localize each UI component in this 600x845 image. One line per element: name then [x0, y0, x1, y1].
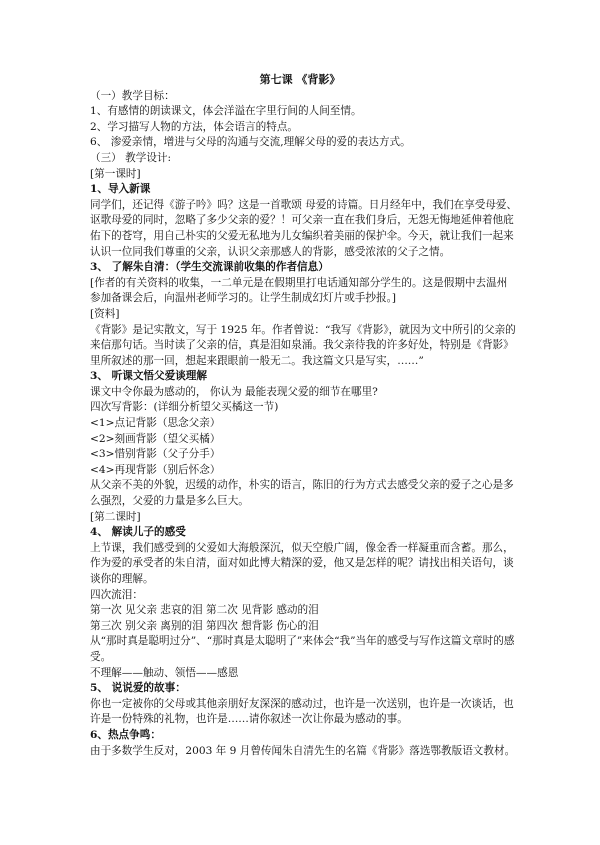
text-line: 3、 了解朱自清：（学生交流课前收集的作者信息）: [90, 261, 329, 274]
text-line: <4>再现背影（别后怀念）: [90, 463, 221, 476]
text-line: [作者的有关资料的收集，一二单元是在假期里打电话通知部分学生的。这是假期中去温州: [90, 276, 508, 289]
document-body: [90, 89, 518, 760]
text-line: 由于多数学生反对，2003 年 9 月曾传闻朱自清先生的名篇《背影》落选鄂教版语文教材。: [90, 744, 516, 757]
text-line: 2、学习描写人物的方法，体会语言的特点。: [90, 120, 299, 133]
text-line: 同学们，还记得《游子吟》吗？这是一首歌颂 母爱的诗篇。日月经年中，我们在享受母爱、: [90, 198, 518, 211]
text-line: <3>惜别背影（父子分手）: [90, 448, 221, 461]
text-line: 佑下的苍穹，用自己朴实的父爱无私地为儿女编织着美丽的保护伞。今天，就让我们一起来: [90, 229, 514, 242]
text-line: 课文中令你最为感动的， 你认为 最能表现父爱的细节在哪里?: [90, 385, 378, 398]
text-line: [资料]: [90, 307, 120, 320]
text-line: 从“那时真是聪明过分”、“那时真是太聪明了”来体会“我”当年的感受与写作这篇文章时的感: [90, 635, 515, 648]
text-line: 四次流泪：: [90, 588, 143, 601]
text-line: 参加备课会后，向温州老师学习的。让学生制成幻灯片或手抄报。]: [90, 292, 397, 305]
text-line: [第一课时]: [90, 167, 141, 180]
text-line: 1、有感情的朗读课文，体会洋溢在字里行间的人间至情。: [90, 105, 362, 118]
text-line: 许是一份特殊的礼物，也许是……请你叙述一次让你最为感动的事。: [90, 713, 408, 726]
text-line: 里所叙述的那一回，想起来跟眼前一般无二。我这篇文只是写实，……”: [90, 354, 424, 367]
text-line: [第二课时]: [90, 510, 141, 523]
text-line: 从父亲不美的外貌，迟缓的动作，朴实的语言，陈旧的行为方式去感受父亲的爱子之心是多: [90, 479, 514, 492]
text-line: 4、 解读儿子的感受: [90, 526, 186, 539]
text-line: 讴歌母爱的同时，忽略了多少父亲的爱？！可父亲一直在我们身后，无怨无悔地延伸着他庇: [90, 214, 514, 227]
text-line: 5、 说说爱的故事：: [90, 682, 186, 695]
text-line: 第三次 别父亲 离别的泪 第四次 想背影 伤心的泪: [90, 619, 319, 632]
text-line: 6、热点争鸣：: [90, 728, 161, 741]
text-line: 来信那句话。当时读了父亲的信，真是泪如泉涌。我父亲待我的许多好处，特别是《背影》: [90, 339, 514, 352]
text-line: 上节课，我们感受到的父爱如大海般深沉，似天空般广阔，像金香一样凝重而含蓄。那么，: [90, 541, 514, 554]
text-line: 不理解——触动、领悟——感恩: [90, 666, 239, 679]
text-line: 3、 听课文悟父爱谈理解: [90, 370, 207, 383]
text-line: （一）教学目标：: [90, 89, 175, 102]
text-line: （三） 教学设计:: [90, 151, 172, 164]
text-line: 你也一定被你的父母或其他亲朋好友深深的感动过，也许是一次送别，也许是一次谈话，也: [90, 697, 514, 710]
text-line: 受。: [90, 650, 112, 663]
text-line: 作为爱的承受者的朱自清，面对如此博大精深的爱，他又是怎样的呢？请找出相关语句，谈: [90, 557, 514, 570]
text-line: 么强烈，父爱的力量是多么巨大。: [90, 495, 249, 508]
text-line: 第一次 见父亲 悲哀的泪 第二次 见背影 感动的泪: [90, 604, 319, 617]
text-line: 《背影》是记实散文，写于 1925 年。作者曾说：“我写《背影》，就因为文中所引的父亲的: [90, 323, 516, 336]
text-line: 6、 渗爱亲情，增进与父母的沟通与交流,理解父母的爱的表达方式。: [90, 136, 411, 149]
text-line: 四次写背影：(详细分析望父买橘这一节): [90, 401, 279, 414]
text-line: 谈你的理解。: [90, 573, 154, 585]
text-line: <1>点记背影（思念父亲）: [90, 417, 221, 430]
text-line: 认识一位同我们尊重的父亲，认识父亲那感人的背影，感受浓浓的父子之情。: [90, 245, 451, 258]
text-line: <2>刻画背影（望父买橘）: [90, 432, 221, 445]
text-line: 1、导入新课: [90, 183, 151, 196]
document-page: [90, 72, 518, 759]
page-title: 第七课 《背影》: [259, 73, 341, 86]
